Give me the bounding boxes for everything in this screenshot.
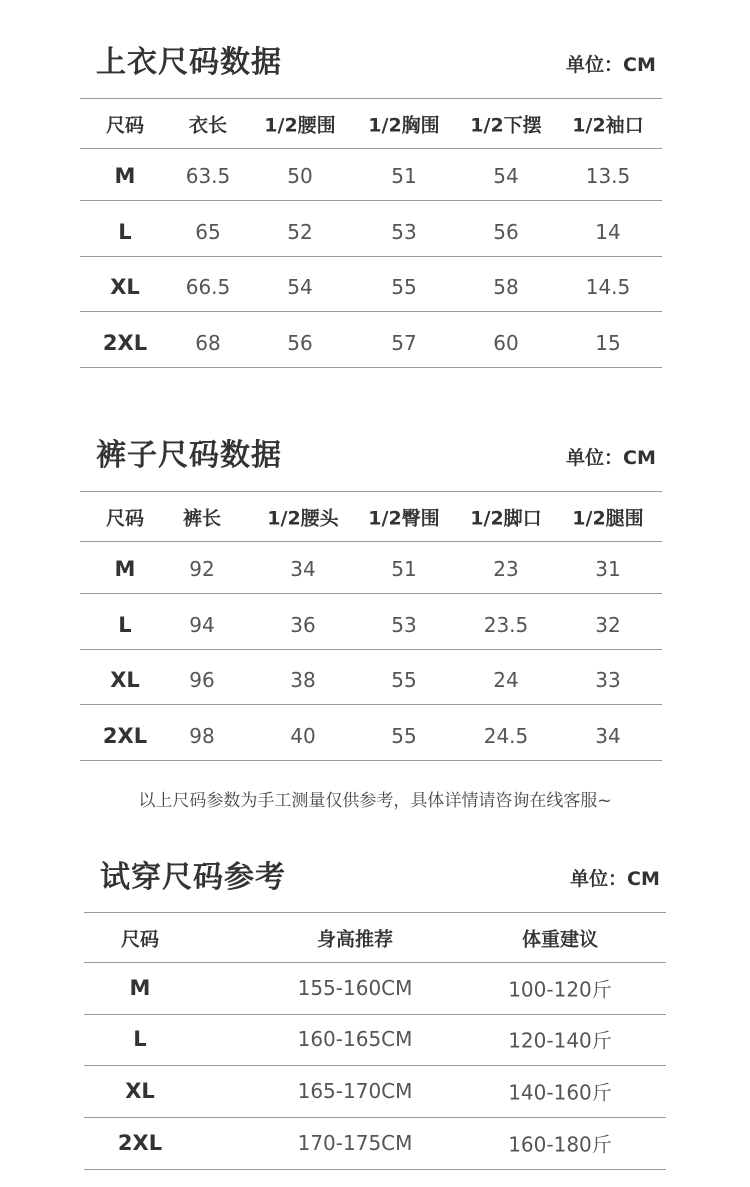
size-label: M xyxy=(114,164,136,188)
table-cell: 24.5 xyxy=(483,724,529,748)
size-label: 2XL xyxy=(117,1131,163,1155)
table-cell: 58 xyxy=(493,275,519,299)
table-cell: 140-160斤 xyxy=(508,1080,612,1105)
header-half-waistband: 1/2腰头 xyxy=(267,507,339,530)
header-rule xyxy=(80,148,662,149)
table-cell: 120-140斤 xyxy=(508,1028,612,1053)
table-cell: 36 xyxy=(290,613,316,637)
table-top-rule xyxy=(80,491,662,492)
table-cell: 96 xyxy=(189,668,215,692)
header-half-chest: 1/2胸围 xyxy=(368,114,440,137)
size-label: 2XL xyxy=(102,331,148,355)
row-rule xyxy=(80,256,662,257)
size-label: L xyxy=(118,220,132,244)
header-half-cuff: 1/2袖口 xyxy=(572,114,644,137)
table-cell: 155-160CM xyxy=(297,976,413,1000)
table-cell: 13.5 xyxy=(585,164,631,188)
row-rule xyxy=(80,593,662,594)
header-length: 衣长 xyxy=(188,114,228,137)
table-cell: 31 xyxy=(595,557,621,581)
row-rule xyxy=(80,649,662,650)
table-cell: 53 xyxy=(391,220,417,244)
table-cell: 33 xyxy=(595,668,621,692)
measurement-note: 以上尺码参数为手工测量仅供参考，具体详情请咨询在线客服~ xyxy=(138,791,612,811)
table-cell: 24 xyxy=(493,668,519,692)
size-label: M xyxy=(114,557,136,581)
table-cell: 98 xyxy=(189,724,215,748)
table-bottom-rule xyxy=(80,760,662,761)
table-top-rule xyxy=(84,912,666,913)
table-cell: 68 xyxy=(195,331,221,355)
header-half-hip: 1/2臀围 xyxy=(368,507,440,530)
table-cell: 15 xyxy=(595,331,621,355)
row-rule xyxy=(84,1117,666,1118)
size-label: XL xyxy=(125,1079,155,1103)
header-rule xyxy=(84,962,666,963)
size-label: XL xyxy=(110,275,140,299)
table-cell: 54 xyxy=(493,164,519,188)
table-cell: 57 xyxy=(391,331,417,355)
header-size: 尺码 xyxy=(105,507,145,530)
pants-title: 裤子尺码数据 xyxy=(96,438,282,473)
table-bottom-rule xyxy=(80,367,662,368)
table-cell: 55 xyxy=(391,668,417,692)
header-half-hem: 1/2下摆 xyxy=(470,114,542,137)
table-cell: 66.5 xyxy=(185,275,231,299)
header-height: 身高推荐 xyxy=(316,928,394,951)
table-bottom-rule xyxy=(84,1169,666,1170)
header-half-leg-opening: 1/2脚口 xyxy=(470,507,542,530)
table-cell: 53 xyxy=(391,613,417,637)
tops-unit: 单位：CM xyxy=(566,54,656,76)
table-cell: 23.5 xyxy=(483,613,529,637)
tryon-title: 试穿尺码参考 xyxy=(100,860,286,895)
pants-unit: 单位：CM xyxy=(566,447,656,469)
table-cell: 160-180斤 xyxy=(508,1132,612,1157)
table-cell: 94 xyxy=(189,613,215,637)
header-size: 尺码 xyxy=(120,928,160,951)
table-cell: 32 xyxy=(595,613,621,637)
table-cell: 14 xyxy=(595,220,621,244)
table-cell: 34 xyxy=(595,724,621,748)
size-label: M xyxy=(129,976,151,1000)
tops-title: 上衣尺码数据 xyxy=(96,45,282,80)
header-rule xyxy=(80,541,662,542)
header-half-thigh: 1/2腿围 xyxy=(572,507,644,530)
row-rule xyxy=(80,311,662,312)
table-cell: 165-170CM xyxy=(297,1079,413,1103)
table-cell: 14.5 xyxy=(585,275,631,299)
table-cell: 65 xyxy=(195,220,221,244)
table-cell: 51 xyxy=(391,164,417,188)
table-cell: 34 xyxy=(290,557,316,581)
table-cell: 56 xyxy=(493,220,519,244)
size-label: 2XL xyxy=(102,724,148,748)
row-rule xyxy=(84,1065,666,1066)
table-cell: 56 xyxy=(287,331,313,355)
table-top-rule xyxy=(80,98,662,99)
table-cell: 40 xyxy=(290,724,316,748)
table-cell: 92 xyxy=(189,557,215,581)
table-cell: 63.5 xyxy=(185,164,231,188)
tryon-unit: 单位：CM xyxy=(570,868,660,890)
table-cell: 60 xyxy=(493,331,519,355)
table-cell: 38 xyxy=(290,668,316,692)
table-cell: 55 xyxy=(391,275,417,299)
table-cell: 55 xyxy=(391,724,417,748)
header-weight: 体重建议 xyxy=(521,928,599,951)
row-rule xyxy=(84,1014,666,1015)
header-size: 尺码 xyxy=(105,114,145,137)
table-cell: 23 xyxy=(493,557,519,581)
table-cell: 51 xyxy=(391,557,417,581)
size-label: L xyxy=(118,613,132,637)
table-cell: 54 xyxy=(287,275,313,299)
table-cell: 50 xyxy=(287,164,313,188)
table-cell: 160-165CM xyxy=(297,1027,413,1051)
header-half-waist: 1/2腰围 xyxy=(264,114,336,137)
header-length: 裤长 xyxy=(182,507,222,530)
table-cell: 100-120斤 xyxy=(508,977,612,1002)
size-label: XL xyxy=(110,668,140,692)
row-rule xyxy=(80,704,662,705)
size-label: L xyxy=(133,1027,147,1051)
table-cell: 170-175CM xyxy=(297,1131,413,1155)
table-cell: 52 xyxy=(287,220,313,244)
row-rule xyxy=(80,200,662,201)
